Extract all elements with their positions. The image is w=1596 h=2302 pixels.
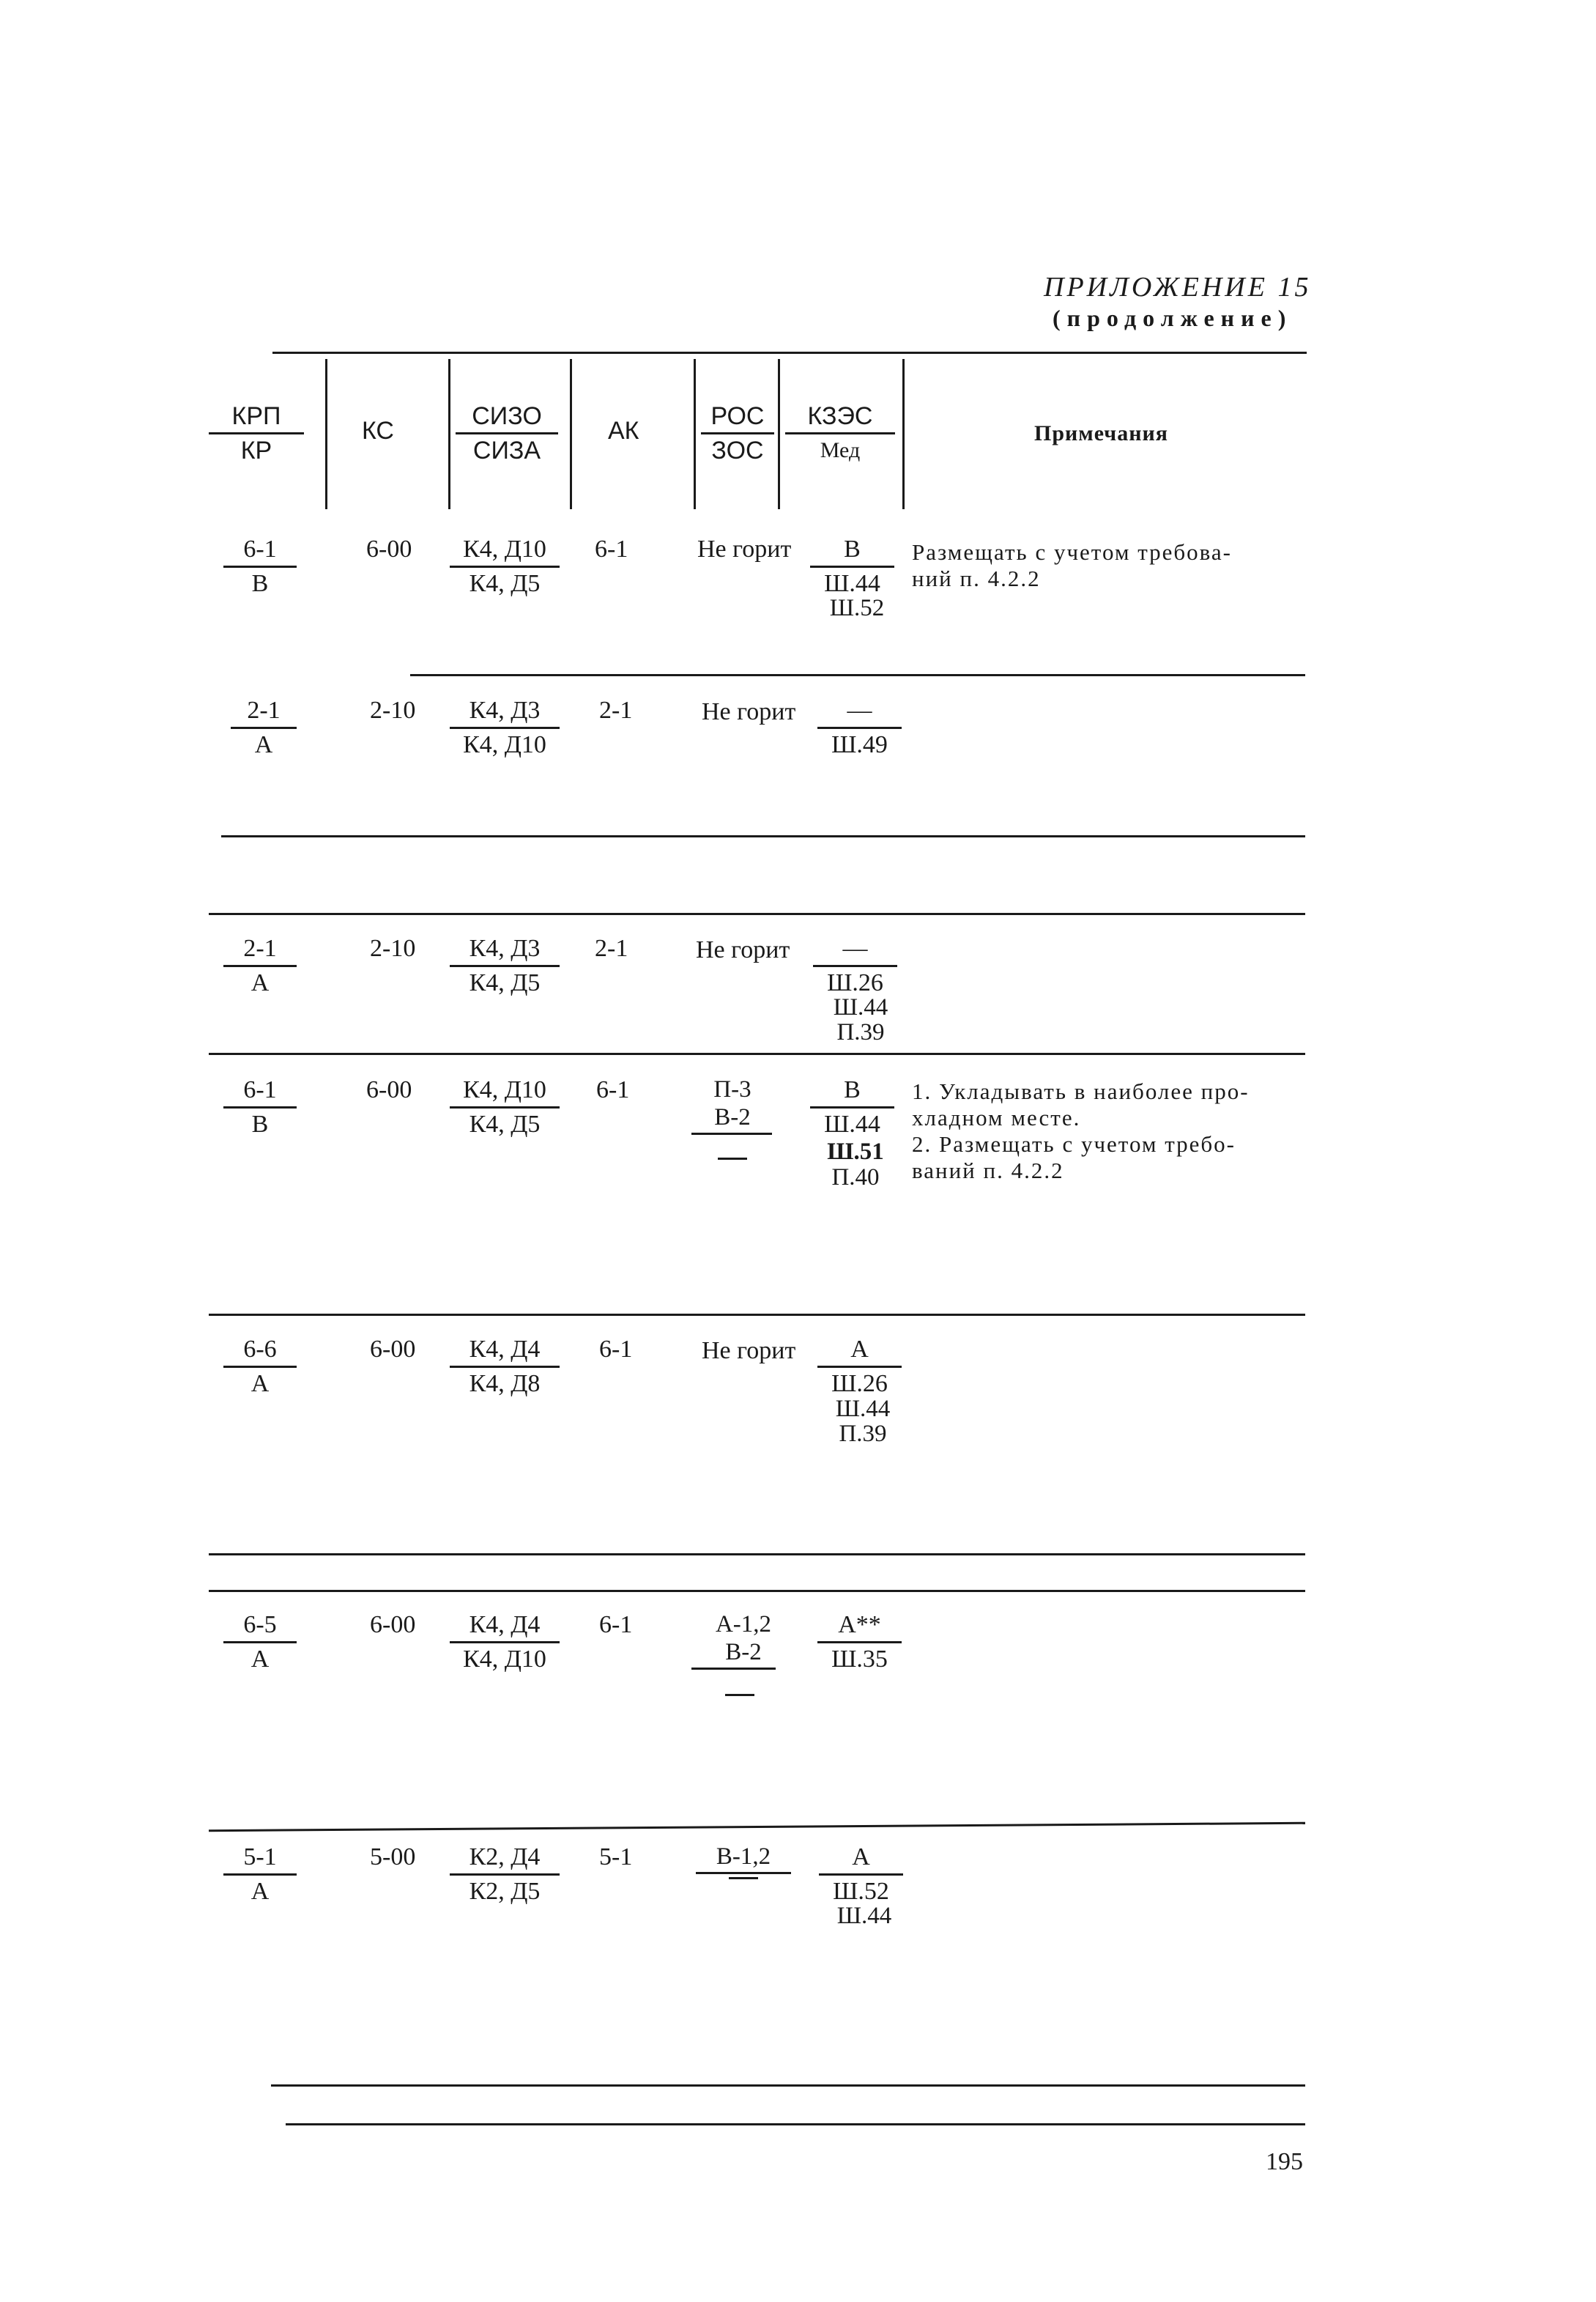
ks-value: 5-00 (370, 1843, 416, 1870)
row-1-krp-kr (223, 535, 297, 599)
note-line: 2. Размещать с учетом требо- (912, 1131, 1236, 1157)
ros-value: В-1,2 (716, 1843, 771, 1870)
krp-value: 6-6 (223, 1335, 297, 1368)
col-divider (694, 359, 696, 509)
row-5-kzes-med (817, 1335, 902, 1399)
col-divider (448, 359, 450, 509)
row-3-krp-kr (223, 934, 297, 998)
note-line: ваний п. 4.2.2 (912, 1158, 1064, 1183)
krp-value: 2-1 (223, 934, 297, 967)
row-2-krp-kr (231, 696, 297, 760)
ros-divider (691, 1668, 776, 1670)
table-bottom-rule (271, 2084, 1305, 2087)
row-separator (209, 913, 1305, 915)
col-divider (325, 359, 327, 509)
col-header-zos: ЗОС (711, 437, 764, 465)
col-header-med: Мед (820, 438, 861, 462)
table-bottom-rule (286, 2123, 1305, 2125)
med-value: Ш.49 (831, 731, 888, 758)
krp-value: 5-1 (223, 1843, 297, 1876)
kzes-value: В (810, 1076, 894, 1109)
sizo-value: К4, Д3 (450, 934, 560, 967)
med-value: Ш.44 (824, 570, 880, 597)
row-6-sizo-siza (450, 1610, 560, 1674)
row-separator (221, 835, 1305, 837)
ak-value: 6-1 (599, 1336, 633, 1363)
col-header-krp-kr (209, 401, 304, 465)
ks-value: 2-10 (370, 935, 416, 962)
row-4-sizo-siza (450, 1076, 560, 1139)
row-separator (209, 1053, 1305, 1055)
sizo-value: К4, Д4 (450, 1610, 560, 1643)
kzes-value: — (817, 696, 902, 729)
sizo-value: К4, Д10 (450, 535, 560, 568)
row-1-kzes-med (810, 535, 894, 599)
med-value: П.40 (831, 1164, 880, 1191)
row-2-sizo-siza (450, 696, 560, 760)
col-header-ks: КС (362, 417, 394, 445)
row-6-krp-kr (223, 1610, 297, 1674)
ak-value: 6-1 (599, 1611, 633, 1638)
med-value: Ш.51 (827, 1139, 884, 1165)
col-divider (902, 359, 905, 509)
ros-divider (691, 1133, 772, 1135)
col-header-notes: Примечания (1034, 421, 1169, 445)
ak-value: 6-1 (596, 1076, 630, 1103)
kzes-value: В (810, 535, 894, 568)
row-7-kzes-med (819, 1843, 903, 1906)
ks-value: 6-00 (366, 536, 412, 563)
ks-value: 6-00 (370, 1611, 416, 1638)
kr-value: В (251, 570, 269, 597)
note-line: 1. Укладывать в наиболее про- (912, 1078, 1250, 1104)
col-header-siza: СИЗА (472, 437, 541, 465)
zos-dash (725, 1694, 754, 1696)
med-value: Ш.52 (829, 595, 885, 621)
siza-value: К4, Д8 (469, 1370, 541, 1397)
row-5-sizo-siza (450, 1335, 560, 1399)
ros-value-2: В-2 (714, 1104, 751, 1130)
kr-value: А (250, 969, 270, 996)
kzes-value: А** (817, 1610, 902, 1643)
note-line: ний п. 4.2.2 (912, 566, 1041, 591)
col-divider (778, 359, 780, 509)
sizo-value: К4, Д10 (450, 1076, 560, 1109)
col-header-ros-zos (701, 401, 774, 465)
row-7-krp-kr (223, 1843, 297, 1906)
ros-value: Не горит (702, 1337, 796, 1364)
col-header-kzes: КЗЭС (785, 401, 895, 434)
ak-value: 5-1 (599, 1843, 633, 1870)
krp-value: 2-1 (231, 696, 297, 729)
kr-value: В (251, 1111, 269, 1138)
kzes-value: А (819, 1843, 903, 1876)
ros-value: Не горит (697, 536, 792, 563)
med-value: П.39 (836, 1019, 885, 1045)
row-3-sizo-siza (450, 934, 560, 998)
med-value: Ш.52 (833, 1878, 889, 1905)
kr-value: А (250, 1878, 270, 1905)
row-1-sizo-siza (450, 535, 560, 599)
ros-value-2: В-2 (725, 1639, 762, 1665)
col-divider (570, 359, 572, 509)
ros-divider (696, 1872, 791, 1874)
kr-value: А (250, 1646, 270, 1673)
row-3-kzes-med (813, 934, 897, 998)
sizo-value: К4, Д3 (450, 696, 560, 729)
row-4-kzes-med (810, 1076, 894, 1139)
row-separator (209, 1553, 1305, 1555)
row-separator (209, 1590, 1305, 1592)
ak-value: 2-1 (599, 697, 633, 724)
page-number: 195 (1266, 2148, 1303, 2175)
col-header-sizo-siza (456, 401, 558, 465)
siza-value: К2, Д5 (469, 1878, 541, 1905)
med-value: Ш.44 (824, 1111, 880, 1138)
krp-value: 6-5 (223, 1610, 297, 1643)
table-top-rule (272, 352, 1307, 354)
ros-value: Не горит (696, 936, 790, 963)
med-value: П.39 (839, 1421, 887, 1447)
col-header-ros: РОС (701, 401, 774, 434)
kzes-value: — (813, 934, 897, 967)
siza-value: К4, Д5 (469, 969, 541, 996)
med-value: Ш.44 (836, 1903, 892, 1929)
col-header-krp: КРП (209, 401, 304, 434)
siza-value: К4, Д10 (463, 731, 546, 758)
appendix-title: ПРИЛОЖЕНИЕ 15 (1044, 272, 1312, 303)
zos-dash (718, 1158, 747, 1160)
med-value: Ш.26 (827, 969, 883, 996)
med-value: Ш.26 (831, 1370, 888, 1397)
ks-value: 6-00 (366, 1076, 412, 1103)
sizo-value: К4, Д4 (450, 1335, 560, 1368)
row-separator (209, 1314, 1305, 1316)
row-2-kzes-med (817, 696, 902, 760)
row-5-krp-kr (223, 1335, 297, 1399)
siza-value: К4, Д5 (469, 1111, 541, 1138)
note-line: Размещать с учетом требова- (912, 539, 1232, 565)
note-line: хладном месте. (912, 1105, 1081, 1130)
med-value: Ш.44 (835, 1396, 891, 1422)
row-4-krp-kr (223, 1076, 297, 1139)
appendix-subtitle: (продолжение) (1053, 305, 1293, 331)
krp-value: 6-1 (223, 535, 297, 568)
ros-value: П-3 (713, 1076, 751, 1103)
row-separator (209, 1822, 1305, 1832)
col-header-kr: КР (240, 437, 272, 465)
row-7-sizo-siza (450, 1843, 560, 1906)
med-value: Ш.44 (833, 994, 888, 1021)
kzes-value: А (817, 1335, 902, 1368)
ak-value: 6-1 (595, 536, 628, 563)
med-value: Ш.35 (831, 1646, 888, 1673)
col-header-kzes-med (785, 401, 895, 465)
col-header-ak: АК (608, 417, 639, 445)
kr-value: А (250, 1370, 270, 1397)
ks-value: 2-10 (370, 697, 416, 724)
ks-value: 6-00 (370, 1336, 416, 1363)
kr-value: А (254, 731, 273, 758)
siza-value: К4, Д5 (469, 570, 541, 597)
sizo-value: К2, Д4 (450, 1843, 560, 1876)
zos-dash (729, 1877, 758, 1879)
ak-value: 2-1 (595, 935, 628, 962)
krp-value: 6-1 (223, 1076, 297, 1109)
siza-value: К4, Д10 (463, 1646, 546, 1673)
row-6-kzes-med (817, 1610, 902, 1674)
col-header-sizo: СИЗО (456, 401, 558, 434)
ros-value: Не горит (702, 698, 796, 725)
row-separator (410, 674, 1305, 676)
ros-value: А-1,2 (715, 1611, 772, 1637)
